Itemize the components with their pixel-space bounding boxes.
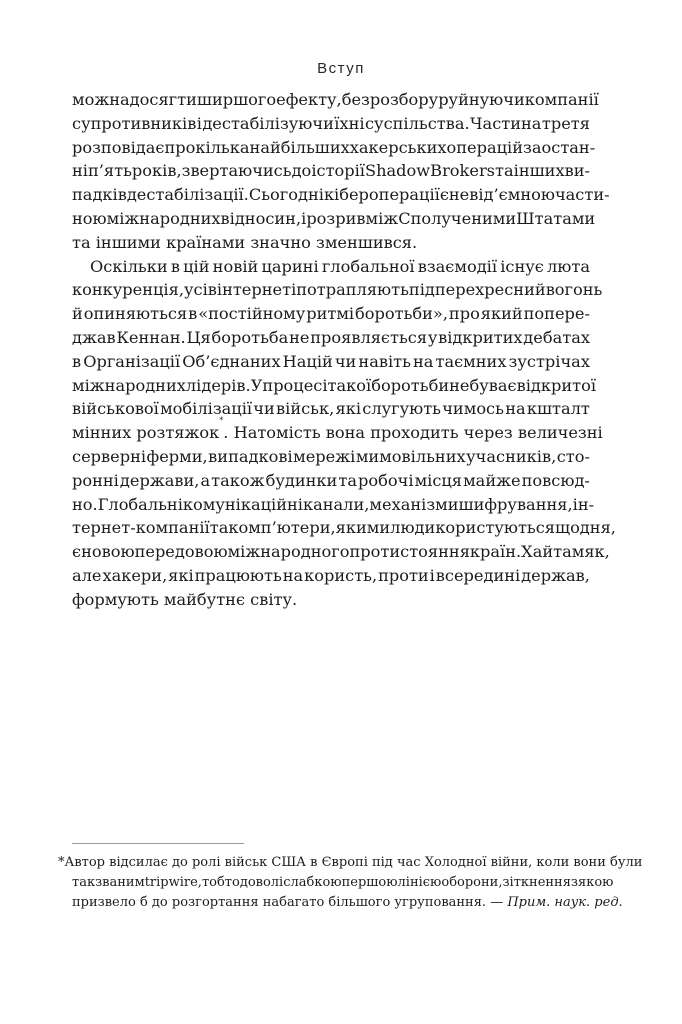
word: працюють <box>194 565 282 585</box>
word: користь, <box>304 565 378 585</box>
word: дестабілізації. <box>126 185 249 205</box>
word: но. <box>72 494 98 514</box>
running-head: Вступ <box>317 60 365 77</box>
text-line <box>72 255 590 279</box>
word: відкритої <box>516 375 596 395</box>
word: на <box>412 351 434 371</box>
word: лінією <box>397 874 442 890</box>
footnote-line <box>58 873 614 893</box>
word: міжнародних <box>106 208 221 228</box>
word: років, <box>131 161 182 181</box>
word: руйнуючи <box>438 90 525 109</box>
footnote-attribution: Прим. наук. ред. <box>507 894 623 910</box>
word: царині <box>261 256 319 276</box>
word: з <box>570 874 579 890</box>
word: шифрування, <box>458 494 573 514</box>
footnote-line <box>58 893 623 913</box>
word: і <box>429 565 435 585</box>
word: ритмі <box>306 304 355 324</box>
word: звертаючись <box>181 161 292 181</box>
word: є <box>439 185 449 205</box>
word: всередині <box>435 565 521 585</box>
word: проявляється <box>310 327 428 347</box>
word: є <box>72 542 82 562</box>
paragraph <box>72 255 616 612</box>
word: також <box>211 470 265 490</box>
word: компанії <box>524 90 599 109</box>
word: розповідає <box>72 137 165 157</box>
word: ронні <box>72 470 119 490</box>
word: боротьби», <box>355 304 448 324</box>
word: та <box>495 161 514 181</box>
word: навіть <box>358 351 411 371</box>
word: слабкою <box>283 874 342 890</box>
footnote-marker: * <box>58 855 65 870</box>
word: мимовільних <box>355 446 466 466</box>
word: які <box>335 399 362 419</box>
word: за <box>523 137 542 157</box>
word: кілька <box>195 137 250 157</box>
word: комп’ютери, <box>228 518 336 538</box>
text-line <box>72 493 595 517</box>
word: мережі <box>293 446 356 466</box>
text-fragment: . Натомість вона проходить через величезні <box>223 423 603 443</box>
text-line: та іншими країнами значно зменшився. <box>72 232 418 252</box>
word: серверні <box>72 446 147 466</box>
word: в <box>72 351 82 371</box>
word: до <box>291 161 312 181</box>
word: історії <box>311 161 365 181</box>
word: боротьби <box>371 375 450 395</box>
word: майже <box>463 470 521 490</box>
word: ефекту, <box>276 90 342 109</box>
word: й <box>72 304 83 324</box>
word: новою <box>81 542 135 562</box>
word: операцій <box>446 137 524 157</box>
word: Глобальні <box>97 494 183 514</box>
word: військової <box>72 399 159 419</box>
word: та <box>338 470 357 490</box>
word: і <box>301 208 307 228</box>
word: а <box>200 470 211 490</box>
paragraph <box>72 88 610 255</box>
text-line <box>72 469 590 493</box>
word: конкуренція, <box>72 280 184 300</box>
word: зустрічах <box>508 351 590 371</box>
footnote-divider <box>72 843 244 844</box>
word: чи <box>334 351 357 371</box>
text-line <box>72 183 610 207</box>
word: части- <box>554 185 610 205</box>
word: зіткнення <box>502 874 571 890</box>
word: опиняються <box>83 304 188 324</box>
word: джав <box>72 327 116 347</box>
word: У <box>250 375 263 395</box>
word: остан- <box>541 137 596 157</box>
word: Оскільки <box>90 256 168 276</box>
word: п’ять <box>87 161 132 181</box>
word: доволі <box>239 874 284 890</box>
text-line <box>72 516 616 540</box>
word: цій <box>183 256 210 276</box>
word: дестабілізуючи <box>202 113 334 133</box>
word: на <box>282 565 304 585</box>
word: trip <box>144 874 169 890</box>
text-line-with-footnote <box>72 416 603 445</box>
word: досягти <box>129 90 197 109</box>
text-line: формують майбутнє світу. <box>72 589 298 609</box>
word: повсюд- <box>521 470 590 490</box>
footnote-text: Автор відсилає до ролі військ США в Європі під час Холодної війни, коли вони були <box>64 855 643 870</box>
word: будинки <box>265 470 338 490</box>
word: відносин, <box>220 208 302 228</box>
word: не <box>289 327 310 347</box>
word: оборони, <box>441 874 503 890</box>
word: боротьба <box>211 327 289 347</box>
word: першою <box>341 874 398 890</box>
text-line <box>72 278 603 302</box>
word: ні <box>72 161 88 181</box>
word: тобто <box>201 874 240 890</box>
text-line <box>72 88 599 112</box>
word: тернет-компанії <box>72 518 210 538</box>
footnote <box>58 853 643 912</box>
word: «постійному <box>198 304 306 324</box>
word: третя <box>541 113 590 133</box>
word: ви- <box>564 161 590 181</box>
word: буває <box>469 375 517 395</box>
word: робочі <box>358 470 414 490</box>
word: міжнародних <box>72 375 186 395</box>
text-fragment: мінних розтяжок <box>72 423 220 443</box>
word: їхні <box>334 113 365 133</box>
word: лідерів. <box>185 375 251 395</box>
word: ферми, <box>146 446 208 466</box>
word: супротивників <box>72 113 197 133</box>
word: механізми <box>369 494 459 514</box>
word: в <box>207 280 217 300</box>
word: глобальної <box>321 256 415 276</box>
text-line <box>72 374 596 398</box>
word: званим <box>95 874 145 890</box>
word: в <box>170 256 180 276</box>
word: як, <box>584 542 610 562</box>
word: падків <box>72 185 127 205</box>
word: канали, <box>302 494 370 514</box>
footnote-marker[interactable]: * <box>219 416 224 426</box>
text-line <box>72 540 610 564</box>
word: без <box>341 90 370 109</box>
word: міжнародного <box>227 542 350 562</box>
text-line <box>72 159 590 183</box>
word: випадкові <box>208 446 293 466</box>
word: і <box>196 113 202 133</box>
word: Штатами <box>516 208 596 228</box>
word: країн. <box>469 542 522 562</box>
word: вогонь <box>545 280 603 300</box>
word: існує <box>500 256 544 276</box>
word: розбору <box>369 90 439 109</box>
word: Сполученими <box>398 208 517 228</box>
word: сто- <box>556 446 590 466</box>
word: користуються <box>435 518 556 538</box>
word: Хай <box>521 542 554 562</box>
word: щодня, <box>555 518 616 538</box>
word: так <box>72 874 96 890</box>
word: можна <box>72 90 130 109</box>
word: кшталт <box>526 399 590 419</box>
word: передовою <box>134 542 228 562</box>
text-line <box>72 350 590 374</box>
footnote-text: призвело б до розгортання набагато більшого угруповання. — <box>72 894 504 910</box>
body-text <box>72 88 616 612</box>
text-line <box>72 112 590 136</box>
word: найбільших <box>249 137 350 157</box>
word: перехресний <box>434 280 546 300</box>
word: в <box>188 304 198 324</box>
word: місця <box>414 470 463 490</box>
word: про <box>164 137 196 157</box>
word: відкритих <box>438 327 523 347</box>
word: попере- <box>523 304 590 324</box>
word: усі <box>183 280 208 300</box>
word: такої <box>327 375 372 395</box>
word: дебатах <box>523 327 590 347</box>
word: під <box>408 280 435 300</box>
footnote-line <box>58 853 643 873</box>
word: у <box>427 327 438 347</box>
word: Brokers <box>430 161 495 181</box>
word: взаємодії <box>417 256 498 276</box>
word: люта <box>547 256 590 276</box>
word: чимось <box>442 399 504 419</box>
word: кібероперації <box>323 185 440 205</box>
word: інтернеті <box>216 280 297 300</box>
word: учасників, <box>466 446 557 466</box>
word: держави, <box>119 470 200 490</box>
word: чи <box>253 399 275 419</box>
word: Організації <box>83 351 181 371</box>
word: який <box>480 304 523 324</box>
word: Ця <box>186 327 211 347</box>
word: ною <box>72 208 107 228</box>
word: таємних <box>435 351 507 371</box>
word: wire, <box>168 874 202 890</box>
word: Націй <box>282 351 333 371</box>
word: люди <box>390 518 436 538</box>
word: мобілізації <box>160 399 253 419</box>
text-line <box>72 136 596 160</box>
word: потрапляють <box>296 280 409 300</box>
word: там <box>553 542 585 562</box>
word: військ, <box>276 399 335 419</box>
word: Кеннан. <box>116 327 186 347</box>
text-line <box>72 445 590 469</box>
word: суспільства. <box>364 113 470 133</box>
word: якими <box>335 518 391 538</box>
text-line <box>72 207 596 231</box>
word: Об’єднаних <box>182 351 281 371</box>
word: про <box>448 304 480 324</box>
word: не <box>449 375 470 395</box>
word: Shadow <box>365 161 431 181</box>
text-line <box>72 564 590 588</box>
word: процесі <box>262 375 328 395</box>
word: на <box>505 399 526 419</box>
text-line <box>72 397 590 421</box>
word: Частина <box>470 113 542 133</box>
word: протистояння <box>349 542 470 562</box>
word: інших <box>513 161 565 181</box>
word: хакерських <box>349 137 447 157</box>
word: якою <box>578 874 614 890</box>
word: ін- <box>572 494 595 514</box>
text-line <box>72 326 590 350</box>
word: Сьогодні <box>248 185 324 205</box>
word: невід’ємною <box>448 185 555 205</box>
word: але <box>72 565 102 585</box>
word: ширшого <box>196 90 277 109</box>
word: новій <box>212 256 259 276</box>
word: комунікаційні <box>182 494 303 514</box>
word: держав, <box>521 565 590 585</box>
word: які <box>168 565 194 585</box>
word: та <box>209 518 229 538</box>
word: розрив <box>306 208 366 228</box>
word: проти <box>378 565 429 585</box>
word: слугують <box>362 399 441 419</box>
word: хакери, <box>102 565 168 585</box>
word: між <box>365 208 399 228</box>
text-line <box>72 302 590 326</box>
